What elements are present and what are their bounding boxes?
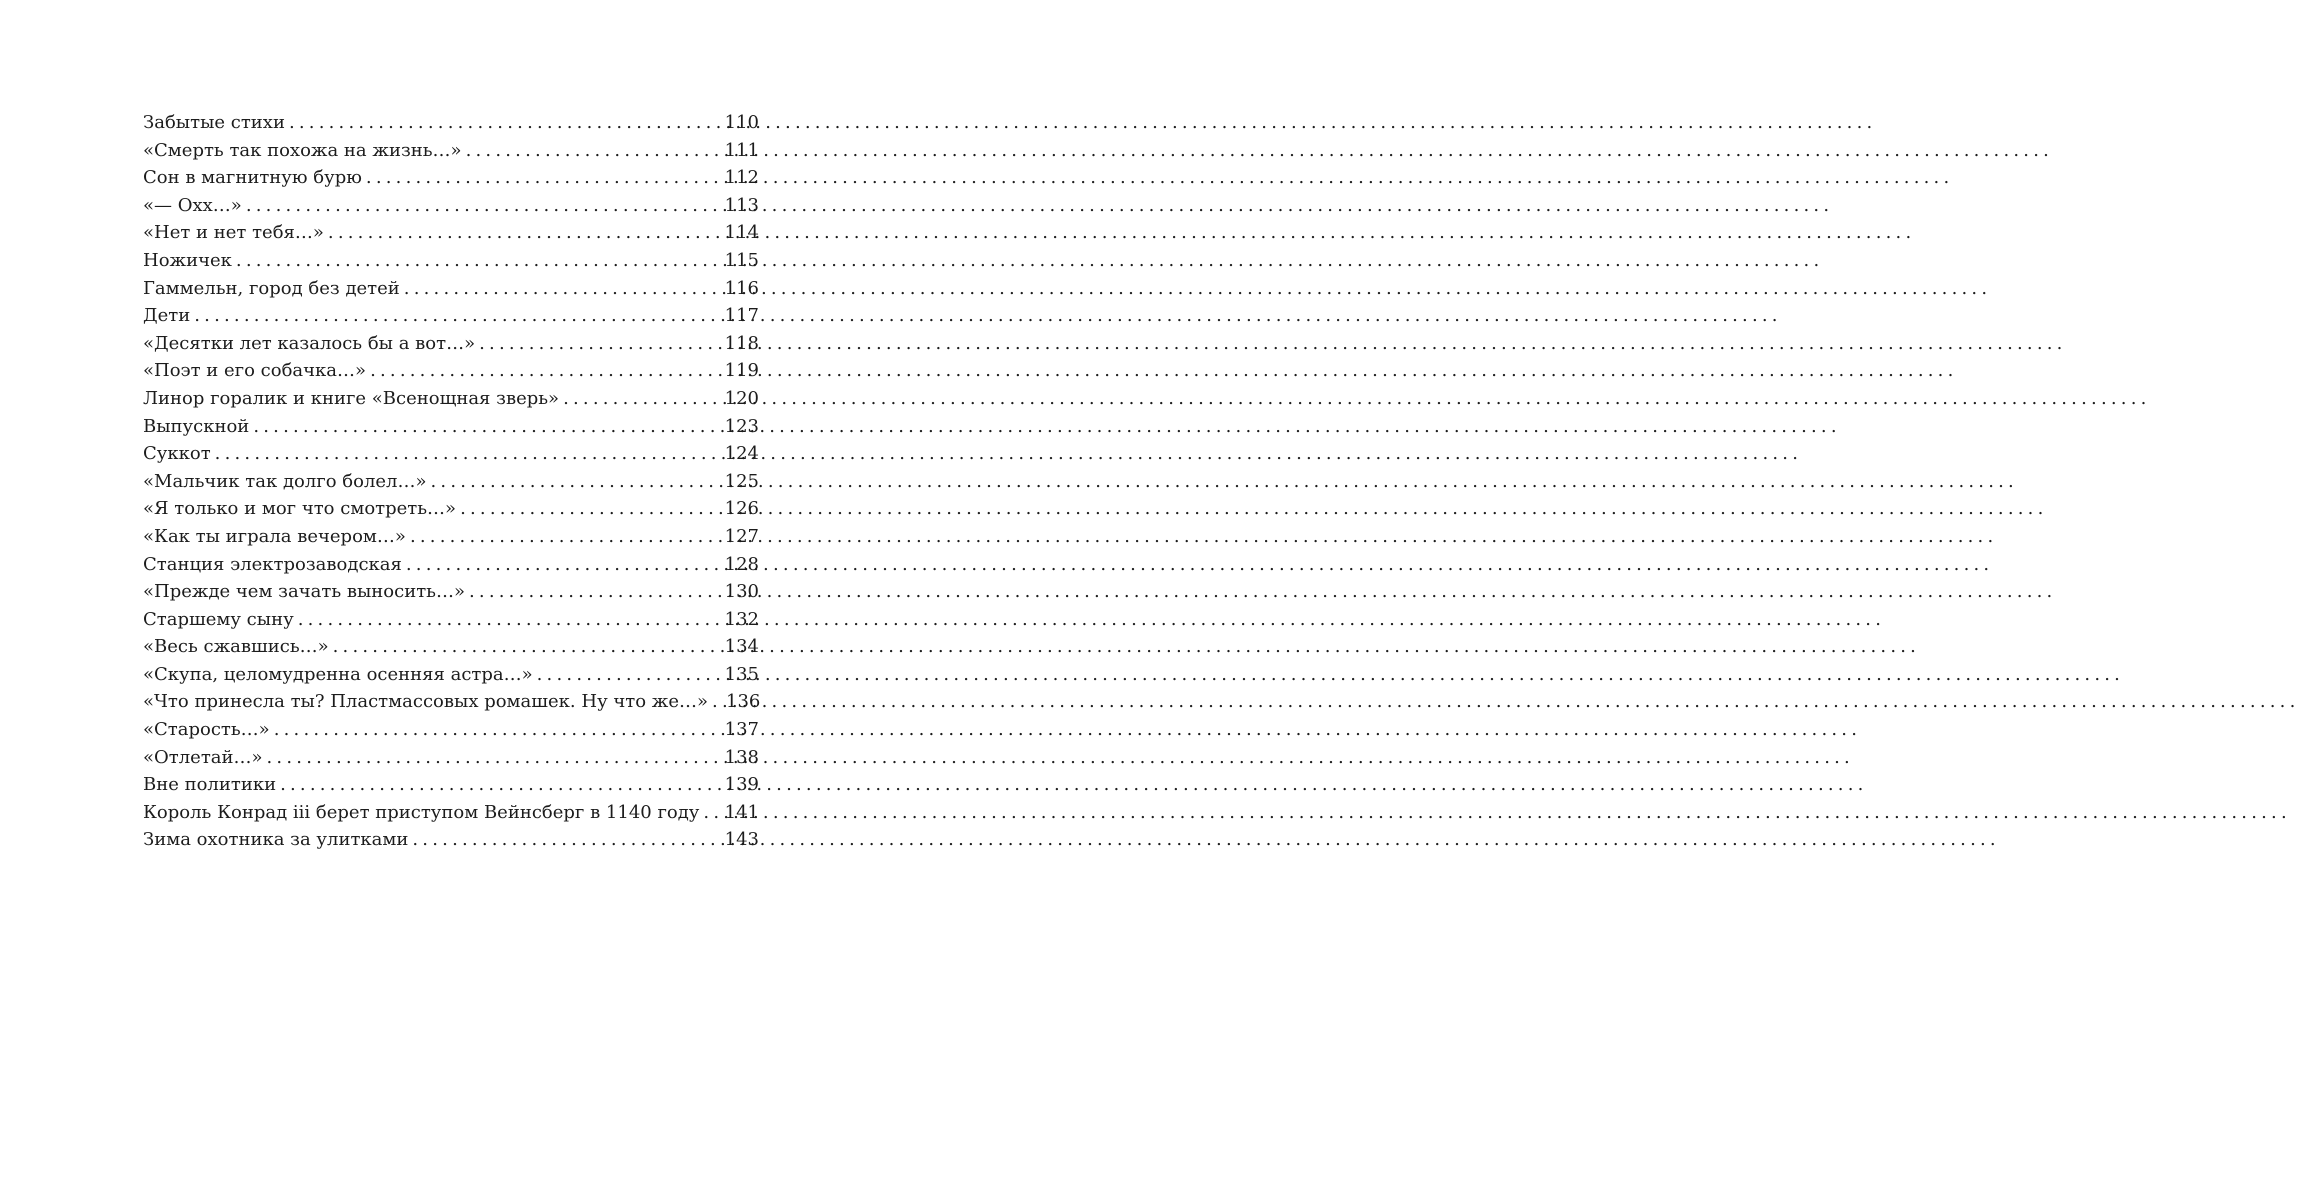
toc-entry-page-number: 115 bbox=[724, 249, 759, 271]
toc-entry bbox=[143, 330, 759, 358]
toc-dot-leader bbox=[267, 744, 721, 772]
toc-entry bbox=[143, 247, 759, 275]
toc-entry-title: Дети bbox=[143, 305, 191, 327]
book-page bbox=[0, 0, 900, 1200]
toc-entry bbox=[143, 688, 759, 716]
toc-entry-page-number: 128 bbox=[724, 553, 759, 575]
toc-entry-page-number: 126 bbox=[724, 498, 759, 520]
toc-entry bbox=[143, 137, 759, 165]
toc-entry-title: «Прежде чем зачать выносить…» bbox=[143, 581, 465, 603]
toc-entry-page-number: 111 bbox=[724, 139, 759, 161]
toc-dot-leader bbox=[333, 633, 721, 661]
toc-entry-page-number: 130 bbox=[724, 581, 759, 603]
toc-entry bbox=[143, 302, 759, 330]
toc-entry-title: «Как ты играла вечером…» bbox=[143, 525, 406, 547]
toc-dot-leader bbox=[236, 247, 721, 275]
toc-dot-leader bbox=[469, 578, 721, 606]
toc-entry bbox=[143, 468, 759, 496]
toc-dot-leader bbox=[280, 771, 721, 799]
toc-entry-page-number: 125 bbox=[724, 470, 759, 492]
toc-entry-title: «Скупа, целомудренна осенняя астра…» bbox=[143, 663, 533, 685]
toc-entry-title: «Смерть так похожа на жизнь…» bbox=[143, 139, 462, 161]
toc-entry bbox=[143, 413, 759, 441]
toc-entry-page-number: 141 bbox=[724, 801, 759, 823]
toc-entry-title: Выпускной bbox=[143, 415, 250, 437]
toc-entry bbox=[143, 744, 759, 772]
toc-entry-title: Станция электрозаводская bbox=[143, 553, 402, 575]
toc-entry-title: «Отлетай…» bbox=[143, 746, 263, 768]
toc-entry-title: Вне политики bbox=[143, 774, 277, 796]
toc-entry bbox=[143, 606, 759, 634]
toc-entry bbox=[143, 826, 759, 854]
toc-entry-page-number: 114 bbox=[724, 222, 759, 244]
toc-entry-page-number: 113 bbox=[724, 194, 759, 216]
toc-entry-page-number: 134 bbox=[724, 636, 759, 658]
toc-entry-page-number: 118 bbox=[724, 332, 759, 354]
toc-dot-leader bbox=[460, 495, 721, 523]
toc-dot-leader bbox=[404, 275, 721, 303]
toc-dot-leader bbox=[537, 661, 721, 689]
toc-entry-title: «Старость…» bbox=[143, 719, 270, 741]
toc-entry-page-number: 119 bbox=[724, 360, 759, 382]
toc-dot-leader bbox=[563, 385, 721, 413]
toc-entry-title: Зима охотника за улитками bbox=[143, 829, 409, 851]
toc-entry-title: «Мальчик так долго болел…» bbox=[143, 470, 427, 492]
toc-entry-title: «Что принесла ты? Пластмассовых ромашек. Ну что же…» bbox=[143, 691, 709, 713]
toc-entry bbox=[143, 771, 759, 799]
toc-entry bbox=[143, 109, 759, 137]
toc-dot-leader bbox=[298, 606, 721, 634]
toc-entry-page-number: 136 bbox=[726, 691, 761, 713]
toc-dot-leader bbox=[431, 468, 721, 496]
toc-entry-page-number: 120 bbox=[724, 387, 759, 409]
toc-entry bbox=[143, 440, 759, 468]
toc-entry-page-number: 117 bbox=[724, 305, 759, 327]
toc-dot-leader bbox=[479, 330, 721, 358]
toc-entry bbox=[143, 633, 759, 661]
toc-entry bbox=[143, 275, 759, 303]
toc-entry-title: «Весь сжавшись…» bbox=[143, 636, 329, 658]
toc-dot-leader bbox=[215, 440, 721, 468]
toc-entry-page-number: 123 bbox=[724, 415, 759, 437]
toc-entry-title: Старшему сыну bbox=[143, 608, 294, 630]
toc-entry bbox=[143, 716, 759, 744]
toc-entry-page-number: 112 bbox=[724, 167, 759, 189]
toc-entry-page-number: 116 bbox=[724, 277, 759, 299]
toc-dot-leader bbox=[274, 716, 721, 744]
toc-entry-title: Забытые стихи bbox=[143, 112, 285, 133]
toc-entry-page-number: 139 bbox=[724, 774, 759, 796]
toc-dot-leader bbox=[703, 799, 720, 827]
toc-entry-title: Суккот bbox=[143, 443, 211, 465]
toc-dot-leader bbox=[194, 302, 720, 330]
toc-entry bbox=[143, 495, 759, 523]
toc-entry bbox=[143, 219, 759, 247]
toc-dot-leader bbox=[253, 413, 720, 441]
toc-entry bbox=[143, 385, 759, 413]
toc-entry-page-number: 135 bbox=[724, 663, 759, 685]
toc-entry-title: Линор горалик и книге «Всенощная зверь» bbox=[143, 387, 560, 409]
toc-dot-leader bbox=[406, 551, 721, 579]
toc-entry-page-number: 124 bbox=[724, 443, 759, 465]
toc-entry bbox=[143, 192, 759, 220]
toc-entry-page-number: 127 bbox=[724, 525, 759, 547]
toc-entry-page-number: 143 bbox=[724, 829, 759, 851]
toc-entry-page-number: 138 bbox=[724, 746, 759, 768]
toc-entry bbox=[143, 357, 759, 385]
toc-dot-leader bbox=[246, 192, 721, 220]
toc-entry-title: Ножичек bbox=[143, 249, 232, 271]
toc-entry-title: «Я только и мог что смотреть…» bbox=[143, 498, 457, 520]
toc-dot-leader bbox=[289, 109, 721, 137]
toc-dot-leader bbox=[370, 357, 721, 385]
toc-entry-title: Король Конрад iii берет приступом Вейнсберг в 1140 году bbox=[143, 801, 700, 823]
toc-entry bbox=[143, 164, 759, 192]
toc-entry-title: «Нет и нет тебя…» bbox=[143, 222, 324, 244]
toc-dot-leader bbox=[410, 523, 721, 551]
toc-entry-page-number: 110 bbox=[724, 112, 759, 133]
toc-entry-page-number: 137 bbox=[724, 719, 759, 741]
toc-entry bbox=[143, 523, 759, 551]
toc-entry-page-number: 132 bbox=[724, 608, 759, 630]
toc-entry-title: Сон в магнитную бурю bbox=[143, 167, 362, 189]
table-of-contents bbox=[143, 109, 759, 854]
toc-entry bbox=[143, 799, 759, 827]
toc-entry-title: Гаммельн, город без детей bbox=[143, 277, 400, 299]
toc-entry bbox=[143, 551, 759, 579]
toc-entry-title: «— Охх…» bbox=[143, 194, 242, 216]
toc-entry bbox=[143, 661, 759, 689]
toc-dot-leader bbox=[412, 826, 720, 854]
toc-dot-leader bbox=[328, 219, 721, 247]
toc-entry bbox=[143, 578, 759, 606]
toc-entry-title: «Десятки лет казалось бы а вот…» bbox=[143, 332, 476, 354]
toc-dot-leader bbox=[366, 164, 721, 192]
toc-entry-title: «Поэт и его собачка…» bbox=[143, 360, 367, 382]
toc-dot-leader bbox=[466, 137, 721, 165]
toc-dot-leader bbox=[712, 688, 722, 716]
